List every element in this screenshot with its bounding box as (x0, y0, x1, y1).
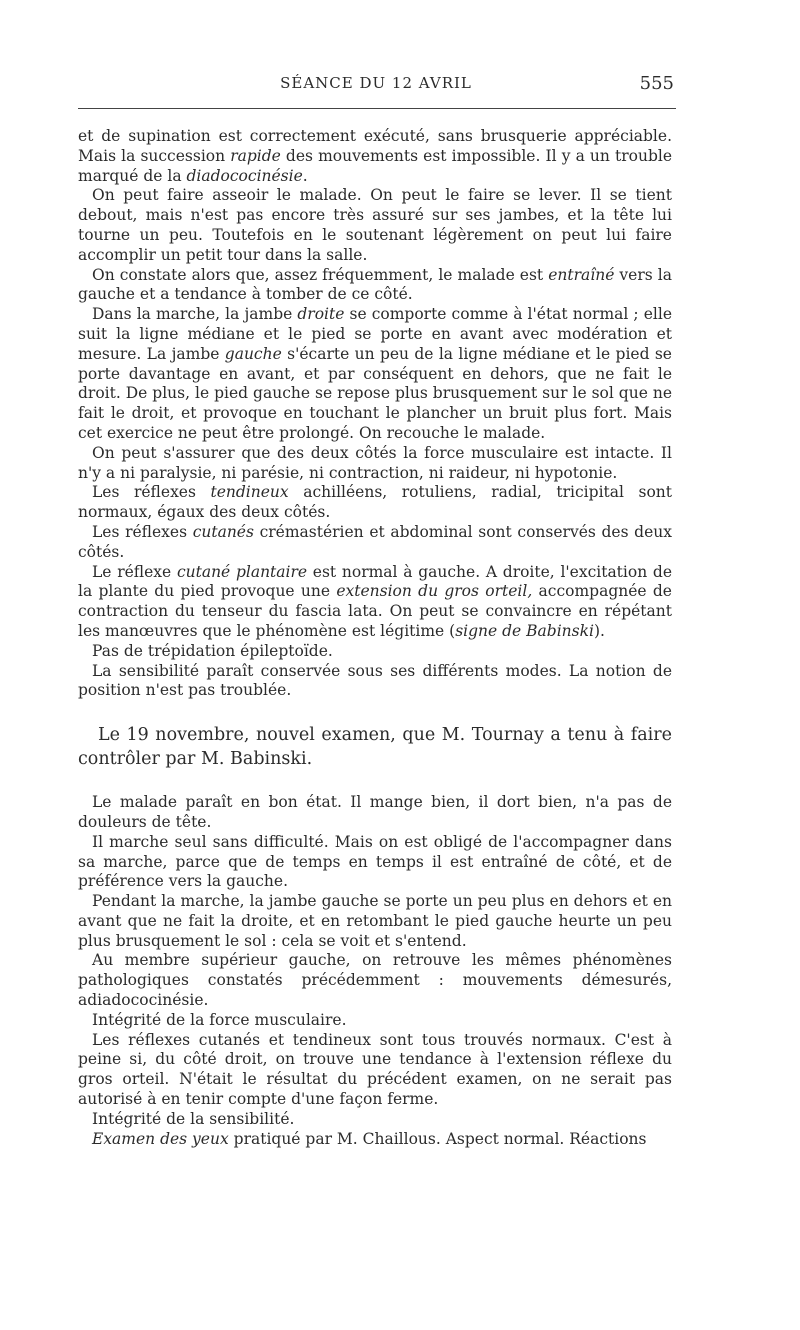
text-run: vers la gauche et a tendance à tomber de ce côté. (78, 265, 672, 304)
text-run: crémastérien et abdominal sont conservés des deux côtés. (78, 522, 672, 561)
text-run: Les réflexes (92, 483, 211, 502)
italic-term: entraîné (548, 265, 615, 284)
italic-term: extension du gros orteil, (336, 582, 533, 601)
italic-term: cutané plantaire (176, 562, 308, 581)
page-number: 555 (639, 73, 674, 94)
paragraph: Intégrité de la force musculaire. (92, 1010, 347, 1029)
paragraph (78, 127, 672, 186)
second-examination (78, 723, 672, 1149)
text-run: pratiqué par M. Chaillous. Aspect normal. Réactions (228, 1129, 647, 1148)
italic-term: rapide (230, 146, 281, 165)
paragraph (78, 305, 672, 444)
italic-term: droite (297, 305, 345, 324)
paragraph: On peut s'assurer que des deux côtés la force musculaire est intacte. Il n'y a ni paralysie, ni parésie, ni contraction, ni raideur, ni hypotonie. (78, 443, 672, 482)
paragraph: On peut faire asseoir le malade. On peut le faire se lever. Il se tient debout, mais n'est pas encore très assuré sur ses jambes, et la tête lui tourne un peu. Toutefois en le soutenant légèrement on peut lui faire accomplir un petit tour dans la salle. (78, 186, 672, 264)
paragraph: Les réflexes cutanés et tendineux sont tous trouvés normaux. C'est à peine si, du côté droit, on trouve une tendance à l'extension réflexe du gros orteil. N'était le résultat du précédent examen, on ne serait pas autorisé à en tenir compte d'une façon ferme. (78, 1030, 672, 1109)
text-run: s'écarte un peu de la ligne médiane et le pied se porte davantage en avant, et par conséquent en dehors, que ne fait le droit. De plus, le pied gauche se repose plus brusquement sur le sol que ne fait le droit, et provoque en touchant le plancher un bruit plus fort. Mais cet exercice ne peut être prolongé. On recouche le malade. (78, 344, 672, 442)
paragraph: Pas de trépidation épileptoïde. (92, 641, 333, 660)
paragraph: La sensibilité paraît conservée sous ses différents modes. La notion de position n'est pas troublée. (78, 661, 672, 700)
italic-term: cutanés (192, 522, 254, 541)
paragraph (78, 563, 672, 642)
paragraph (78, 1130, 672, 1150)
text-run: des mouvements est impossible. Il y a un trouble marqué de la (78, 146, 672, 185)
section-lead: Le 19 novembre, nouvel examen, que M. Tournay a tenu à faire contrôler par M. Babinski. (78, 725, 672, 770)
paragraph: Intégrité de la sensibilité. (92, 1109, 295, 1128)
text-run: et de supination est correctement exécuté, sans brusquerie appréciable. Mais la succession (78, 127, 672, 165)
italic-term: tendineux (210, 483, 289, 502)
text-run: Le réflexe (92, 562, 177, 581)
italic-term: diadococinésie (186, 166, 303, 185)
body-text (78, 127, 672, 1149)
text-run: est normal à gauche. A droite, l'excitation de la plante du pied provoque une (78, 562, 673, 601)
running-title: SÉANCE DU 12 AVRIL (280, 74, 472, 92)
text-run: ). (593, 621, 605, 640)
paragraph (78, 483, 672, 523)
italic-term: signe de Babinski (455, 621, 594, 640)
text-run: Les réflexes (92, 522, 193, 541)
text-run: achilléens, rotuliens, radial, tricipital sont normaux, égaux des deux côtés. (78, 483, 672, 522)
paragraph: Le malade paraît en bon état. Il mange bien, il dort bien, n'a pas de douleurs de tête. (78, 793, 672, 831)
paragraph: Il marche seul sans difficulté. Mais on est obligé de l'accompagner dans sa marche, parce que de temps en temps il est entraîné de côté, et de préférence vers la gauche. (78, 832, 672, 891)
italic-term: gauche (224, 344, 282, 363)
italic-term: Examen des yeux (92, 1129, 229, 1148)
text-run: . (302, 166, 308, 185)
paragraph (78, 523, 672, 563)
paragraph: Pendant la marche, la jambe gauche se porte un peu plus en dehors et en avant que ne fait la droite, et en retombant le pied gauche heurte un peu plus brusquement le sol : cela se voit et s'entend. (78, 892, 672, 950)
paragraph (78, 266, 672, 306)
text-run: On constate alors que, assez fréquemment, le malade est (92, 265, 549, 284)
text-run: Dans la marche, la jambe (92, 305, 298, 324)
header-rule (78, 108, 676, 109)
text-run: accompagnée de contraction du tenseur du fascia lata. On peut se convaincre en répétant les manœuvres que le phénomène est légitime ( (78, 582, 672, 640)
running-head (78, 74, 674, 98)
paragraph: Au membre supérieur gauche, on retrouve les mêmes phénomènes pathologiques constatés précédemment : mouvements démesurés, adiadococinésie. (78, 951, 672, 1010)
text-run: se comporte comme à l'état normal ; elle suit la ligne médiane et le pied se porte en avant avec modération et mesure. La jambe (78, 305, 672, 363)
